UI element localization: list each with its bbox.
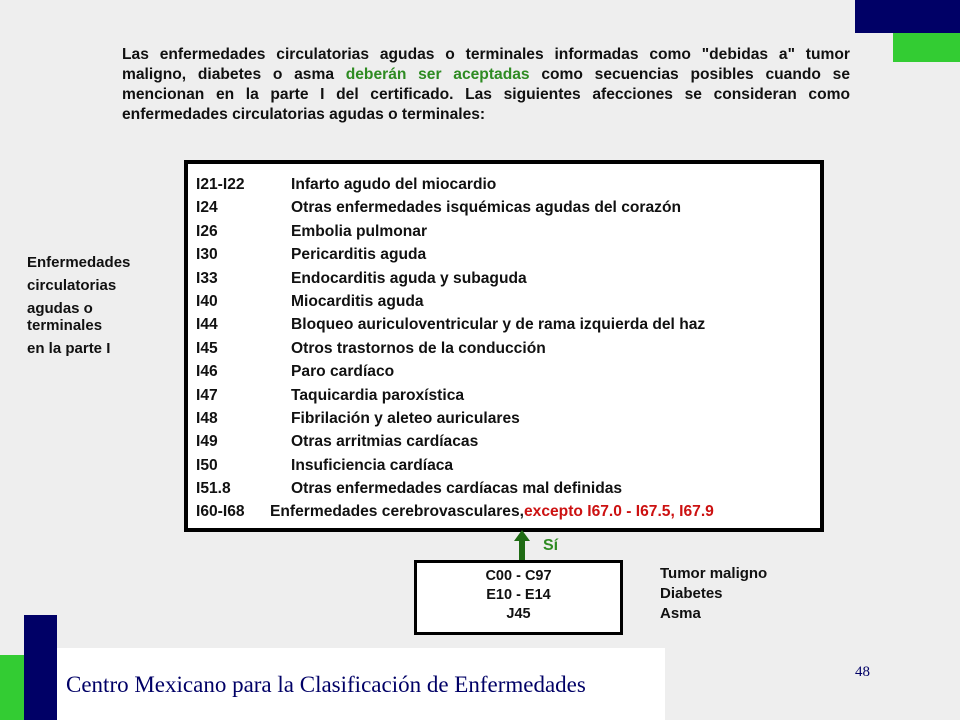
code-row (196, 457, 714, 480)
code-description: Pericarditis aguda (291, 246, 427, 264)
code-value: I48 (196, 409, 218, 427)
intro-highlight: deberán ser aceptadas (345, 66, 530, 83)
causes-box (414, 560, 623, 635)
code-value: I60-I68 (196, 503, 245, 521)
code-row (196, 316, 714, 339)
code-description: Endocarditis aguda y subaguda (291, 269, 527, 287)
cause-code: E10 - E14 (486, 587, 551, 603)
code-description: Miocarditis aguda (291, 292, 424, 310)
code-value: I44 (196, 316, 218, 334)
code-value: I46 (196, 363, 218, 381)
code-row (196, 410, 714, 433)
code-row (196, 340, 714, 363)
code-value: I21-I22 (196, 176, 245, 193)
side-label-line: en la parte I (27, 340, 111, 357)
arrow-up-icon (514, 530, 530, 562)
decorative-navy-bar-bottom (24, 615, 57, 720)
code-description: Infarto agudo del miocardio (291, 176, 497, 193)
side-label (27, 254, 177, 363)
code-row (196, 246, 714, 269)
code-description: Otras enfermedades cardíacas mal definidas (291, 480, 623, 498)
code-description: Embolia pulmonar (291, 222, 428, 240)
code-row (196, 223, 714, 246)
cause-code: C00 - C97 (485, 568, 552, 584)
arrow-label: Sí (543, 537, 559, 554)
code-value: I26 (196, 222, 218, 240)
code-row (196, 176, 714, 199)
code-row (196, 433, 714, 456)
code-row (196, 270, 714, 293)
codes-box (184, 160, 824, 532)
intro-paragraph (122, 45, 850, 125)
decorative-navy-block-top (855, 0, 960, 33)
condition-item: Diabetes (660, 585, 723, 602)
side-label-line: agudas o terminales (27, 300, 103, 334)
code-description: Bloqueo auriculoventricular y de rama izquierda del haz (291, 316, 706, 334)
intro-text-part2: como secuencias posibles cuando se mencionan en la parte I del certificado. Las siguientes afecciones se consideran como enfermedades circulatorias agudas o terminales: (122, 66, 850, 123)
code-description: Enfermedades cerebrovasculares, (270, 503, 524, 521)
cause-code: J45 (506, 606, 531, 622)
code-row (196, 387, 714, 410)
code-row (196, 480, 714, 503)
code-row (196, 199, 714, 222)
code-value: I50 (196, 456, 218, 474)
condition-item: Tumor maligno (660, 565, 768, 582)
code-value: I47 (196, 386, 218, 404)
code-row-cerebrovascular (196, 503, 714, 526)
footer-title: Centro Mexicano para la Clasificación de Enfermedades (66, 672, 586, 697)
intro-text-part1: Las enfermedades circulatorias agudas o terminales informadas como "debidas a" tumor maligno, diabetes o asma (122, 46, 850, 83)
decorative-green-block-top (893, 33, 960, 62)
codes-list (196, 176, 714, 527)
code-exception: excepto I67.0 - I67.5, I67.9 (523, 503, 714, 521)
causes-list (417, 567, 620, 624)
code-value: I30 (196, 246, 218, 264)
code-description: Taquicardia paroxística (291, 386, 465, 404)
code-description: Otros trastornos de la conducción (291, 339, 546, 357)
code-description: Otras enfermedades isquémicas agudas del corazón (291, 199, 681, 217)
side-label-line: Enfermedades (27, 254, 131, 271)
code-description: Paro cardíaco (291, 363, 395, 381)
code-row (196, 293, 714, 316)
side-label-line: circulatorias (27, 277, 117, 294)
code-description: Otras arritmias cardíacas (291, 433, 479, 451)
conditions-list (660, 564, 767, 624)
code-value: I33 (196, 269, 218, 287)
code-value: I40 (196, 292, 218, 310)
code-value: I49 (196, 433, 218, 451)
page-number: 48 (855, 664, 870, 680)
code-value: I24 (196, 199, 218, 217)
condition-item: Asma (660, 605, 701, 622)
code-value: I51.8 (196, 480, 231, 498)
code-row (196, 363, 714, 386)
code-description: Fibrilación y aleteo auriculares (291, 409, 520, 427)
code-description: Insuficiencia cardíaca (291, 456, 454, 474)
code-value: I45 (196, 339, 218, 357)
